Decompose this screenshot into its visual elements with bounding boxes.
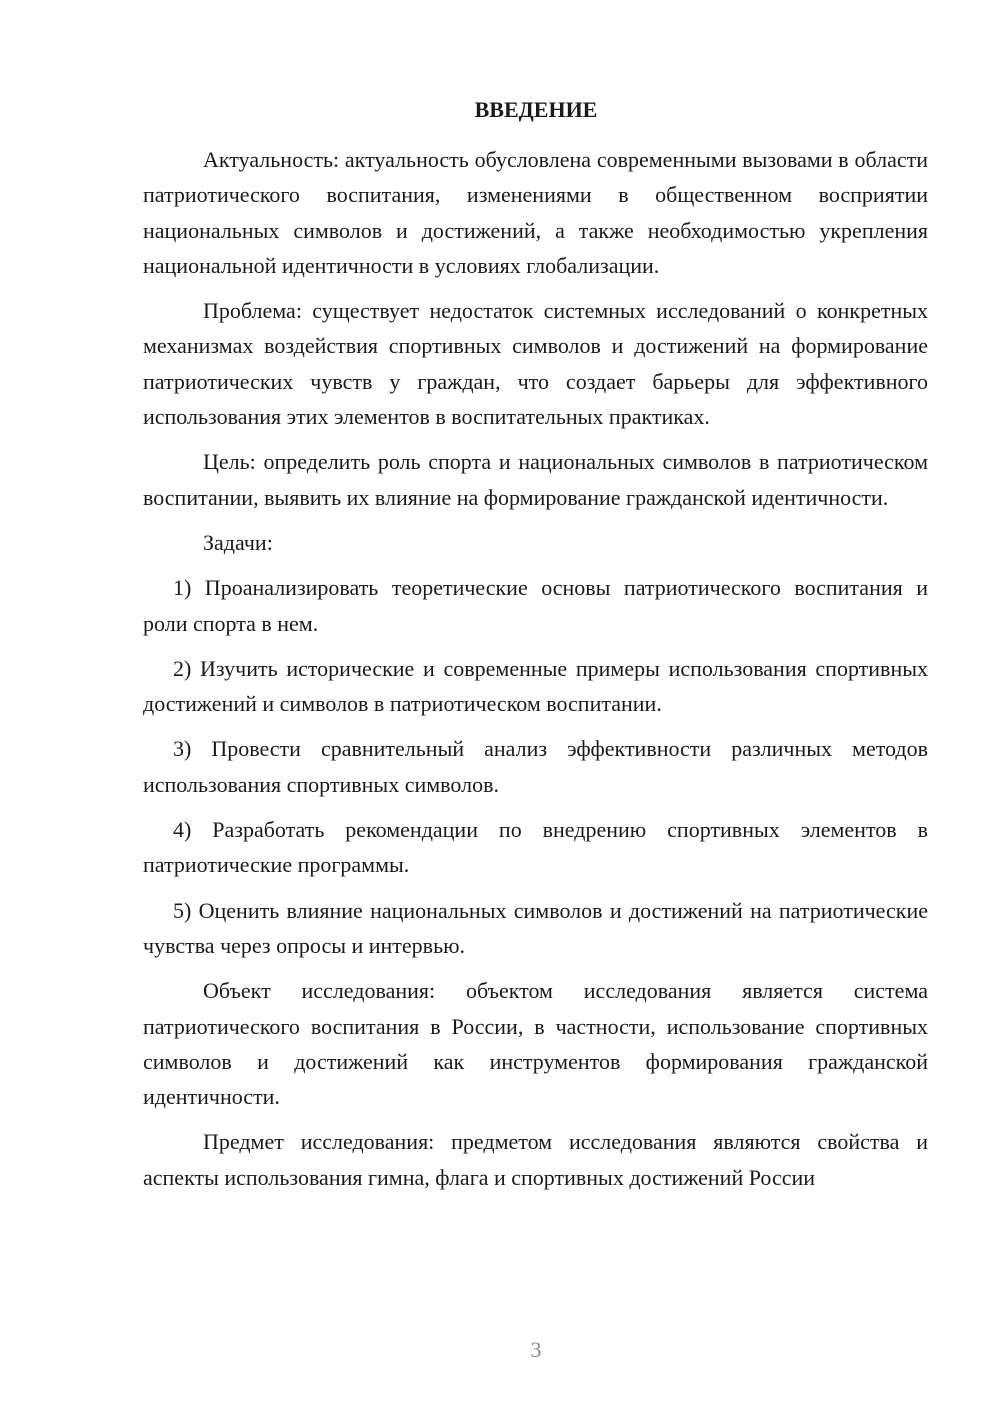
section-title: ВВЕДЕНИЕ bbox=[474, 97, 598, 122]
page-number: 3 bbox=[530, 1337, 542, 1362]
paragraph-object: Объект исследования: объектом исследования является система патриотического воспитания в России, в частности, использование спортивных символов и достижений как инструментов формирования гражданской идентичности. bbox=[143, 978, 928, 1110]
task-item-1: 1) Проанализировать теоретические основы патриотического воспитания и роли спорта в нем. bbox=[143, 575, 928, 636]
paragraph-subject: Предмет исследования: предметом исследования являются свойства и аспекты использования гимна, флага и спортивных достижений России bbox=[143, 1129, 928, 1190]
task-item-4: 4) Разработать рекомендации по внедрению спортивных элементов в патриотические программы. bbox=[143, 817, 928, 878]
paragraph-tasks-heading: Задачи: bbox=[203, 529, 273, 555]
paragraph-problem: Проблема: существует недостаток системных исследований о конкретных механизмах воздействия спортивных символов и достижений на формирование патриотических чувств у граждан, что создает барьеры для эффективного использования этих элементов в воспитательных практиках. bbox=[143, 298, 928, 430]
task-item-5: 5) Оценить влияние национальных символов и достижений на патриотические чувства через опросы и интервью. bbox=[143, 897, 928, 958]
task-item-2: 2) Изучить исторические и современные примеры использования спортивных достижений и символов в патриотическом воспитании. bbox=[143, 655, 928, 717]
task-item-3: 3) Провести сравнительный анализ эффективности различных методов использования спортивных символов. bbox=[143, 736, 928, 797]
paragraph-goal: Цель: определить роль спорта и национальных символов в патриотическом воспитании, выявить их влияние на формирование гражданской идентичности. bbox=[143, 449, 928, 510]
paragraph-relevance: Актуальность: актуальность обусловлена современными вызовами в области патриотического воспитания, изменениями в общественном восприятии национальных символов и достижений, а также необходимостью укрепления национальной идентичности в условиях глобализации. bbox=[143, 147, 928, 278]
document-body bbox=[143, 142, 928, 1205]
